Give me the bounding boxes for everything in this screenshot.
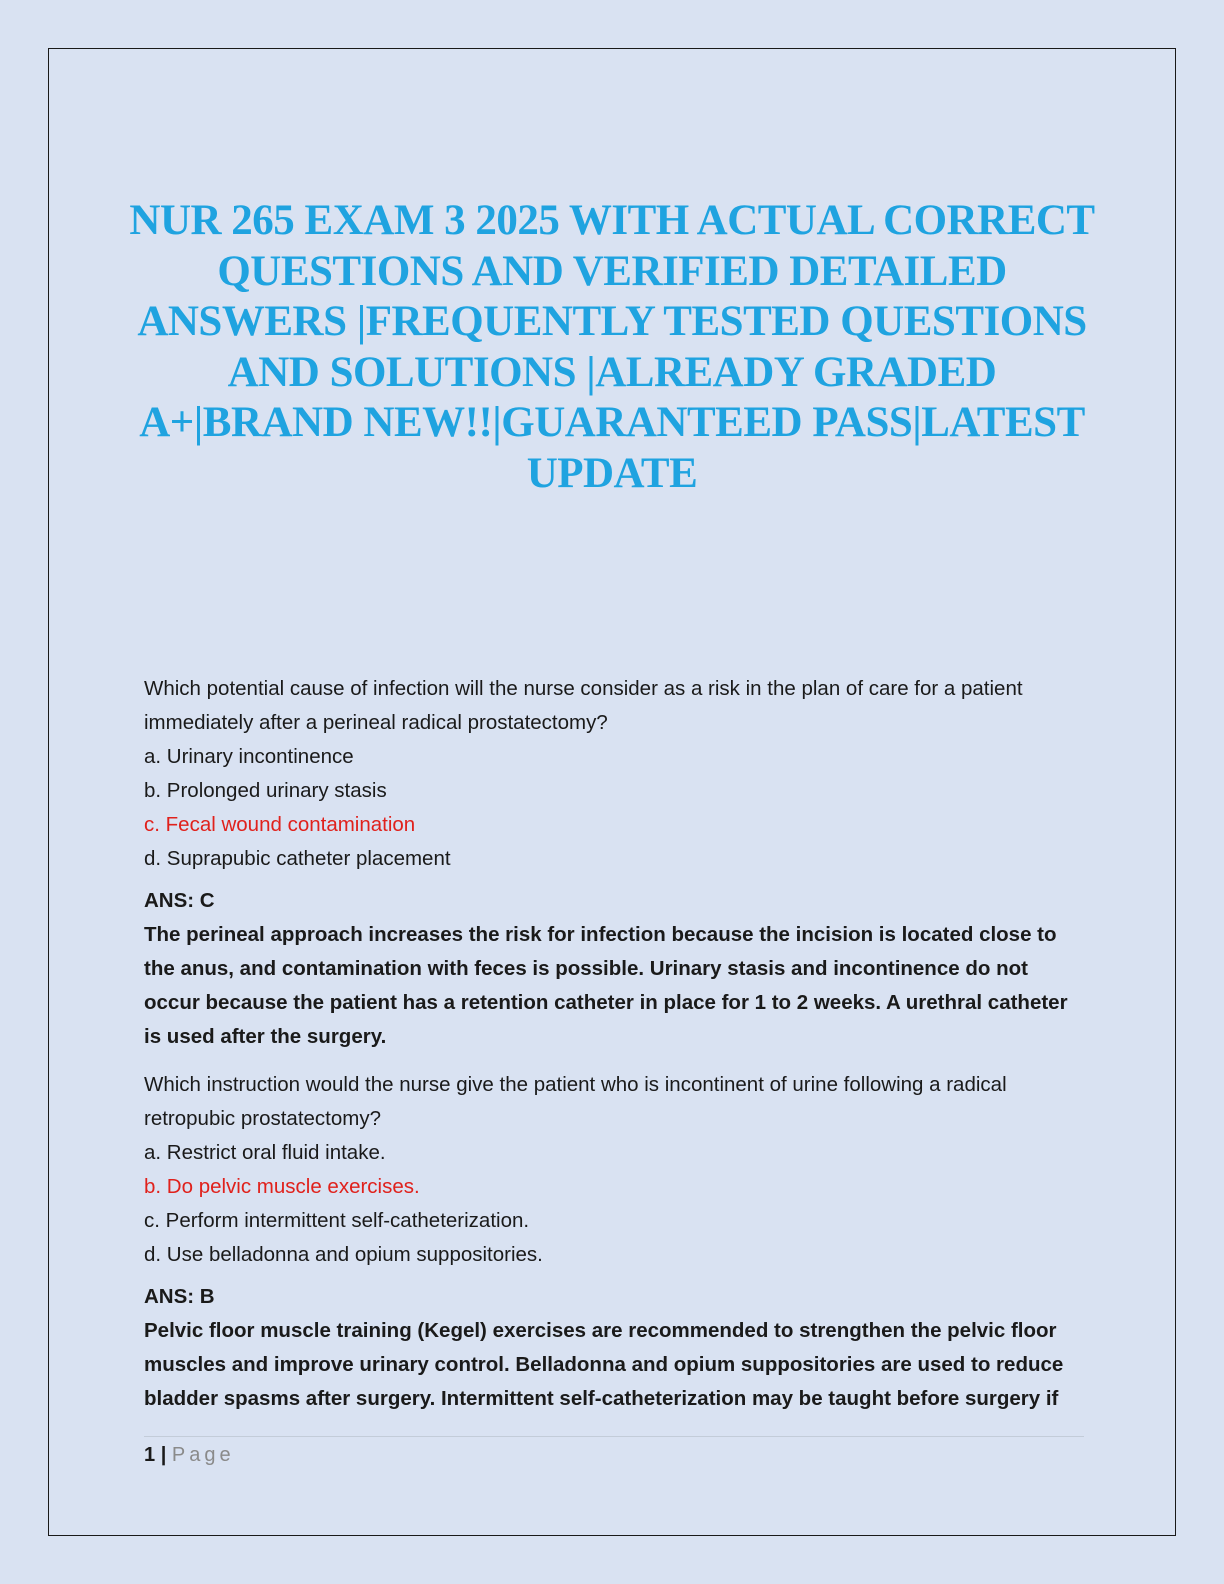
answer-label: ANS: B <box>144 1285 215 1308</box>
question-2 <box>144 1068 1084 1416</box>
page-number: 1 <box>144 1444 156 1466</box>
rationale: Pelvic floor muscle training (Kegel) exercises are recommended to strengthen the pelvic floor muscles and improve urinary control. Belladonna and opium suppositories are used to reduce bladder spasms after surgery. Intermittent self-catheterization may be taught before surgery if <box>144 1319 1064 1410</box>
question-list <box>144 672 1084 1416</box>
question-text: Which instruction would the nurse give the patient who is incontinent of urine following a radical retropubic prostatectomy? <box>144 1073 1007 1130</box>
option-b: b. Prolonged urinary stasis <box>144 779 387 802</box>
page-label: Page <box>171 1444 235 1466</box>
question-1 <box>144 672 1084 1054</box>
option-d: d. Use belladonna and opium suppositories. <box>144 1243 543 1266</box>
page-footer <box>144 1436 1084 1469</box>
question-text: Which potential cause of infection will the nurse consider as a risk in the plan of care for a patient immediately after a perineal radical prostatectomy? <box>144 677 1023 734</box>
footer-separator: | <box>160 1444 167 1466</box>
answer-label: ANS: C <box>144 889 215 912</box>
option-a: a. Restrict oral fluid intake. <box>144 1141 386 1164</box>
document-title: NUR 265 EXAM 3 2025 WITH ACTUAL CORRECT QUESTIONS AND VERIFIED DETAILED ANSWERS |FREQUENTLY TESTED QUESTIONS AND SOLUTIONS |ALREADY GRADED A+|BRAND NEW!!|GUARANTEED PASS|LATEST UPDATE <box>129 197 1095 497</box>
option-d: d. Suprapubic catheter placement <box>144 847 451 870</box>
rationale: The perineal approach increases the risk for infection because the incision is located close to the anus, and contamination with feces is possible. Urinary stasis and incontinence do not occur because the patient has a retention catheter in place for 1 to 2 weeks. A urethral catheter is used after the surgery. <box>144 923 1068 1048</box>
option-b-correct: b. Do pelvic muscle exercises. <box>144 1175 420 1198</box>
option-c: c. Perform intermittent self-catheterization. <box>144 1209 530 1232</box>
option-c-correct: c. Fecal wound contamination <box>144 813 416 836</box>
option-a: a. Urinary incontinence <box>144 745 354 768</box>
